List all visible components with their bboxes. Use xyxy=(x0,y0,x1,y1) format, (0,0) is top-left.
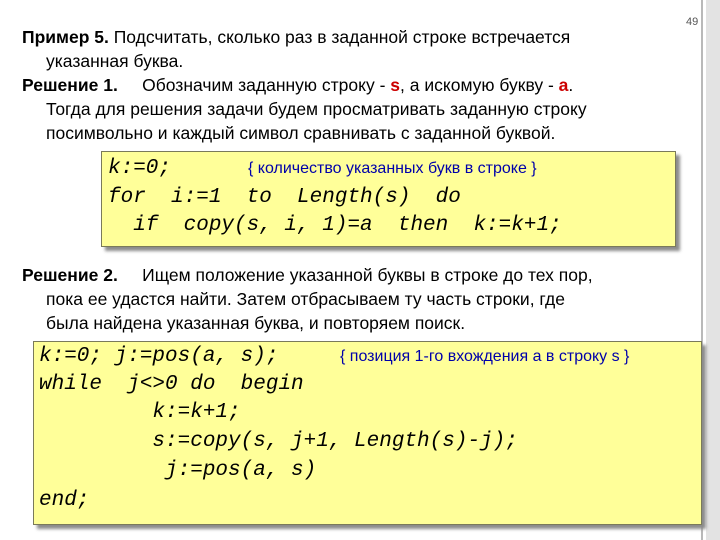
example-label: Пример 5. xyxy=(22,27,109,47)
code2-line4: s:=copy(s, j+1, Length(s)-j); xyxy=(39,430,518,453)
code2-line2: while j<>0 do begin xyxy=(39,373,304,396)
solution1-text-b: , а искомую букву - xyxy=(400,75,559,95)
page-number: 49 xyxy=(686,16,699,28)
solution1-label: Решение 1. xyxy=(22,75,118,95)
code2-line5: j:=pos(a, s) xyxy=(39,459,317,482)
solution2-label: Решение 2. xyxy=(22,265,118,285)
code1-line1-code: k:=0; xyxy=(108,157,172,180)
solution1-paragraph xyxy=(22,73,587,145)
code1-line1 xyxy=(108,155,171,183)
solution1-text-line3: посимвольно и каждый символ сравнивать с заданной буквой. xyxy=(46,123,556,143)
example-paragraph xyxy=(22,25,570,73)
variable-s: s xyxy=(390,75,401,95)
solution1-text-a: Обозначим заданную строку - xyxy=(117,75,391,95)
solution2-paragraph xyxy=(22,263,593,335)
solution2-text-line1: Ищем положение указанной буквы в строке до тех пор, xyxy=(117,265,593,285)
code2-line6: end; xyxy=(39,489,90,512)
code-block-2 xyxy=(33,341,702,525)
solution1-text-c: . xyxy=(568,75,574,95)
variable-a: a xyxy=(558,75,569,95)
slide-border-decoration xyxy=(701,0,720,540)
code2-comment: { позиция 1-го вхождения а в строку s } xyxy=(340,348,630,365)
code1-comment: { количество указанных букв в строке } xyxy=(248,160,537,177)
code2-line1-code: k:=0; j:=pos(a, s); xyxy=(39,345,279,368)
example-text-line2: указанная буква. xyxy=(46,51,184,71)
solution2-text-line3: была найдена указанная буква, и повторяем поиск. xyxy=(46,313,466,333)
code2-line3: k:=k+1; xyxy=(39,401,241,424)
code1-line3: if copy(s, i, 1)=a then k:=k+1; xyxy=(108,214,562,237)
solution2-text-line2: пока ее удастся найти. Затем отбрасываем ту часть строки, где xyxy=(46,289,565,309)
code-block-1 xyxy=(101,151,676,247)
code1-line2: for i:=1 to Length(s) do xyxy=(108,186,461,209)
solution1-text-line2: Тогда для решения задачи будем просматривать заданную строку xyxy=(46,99,587,119)
example-text-line1: Подсчитать, сколько раз в заданной строке встречается xyxy=(108,27,571,47)
